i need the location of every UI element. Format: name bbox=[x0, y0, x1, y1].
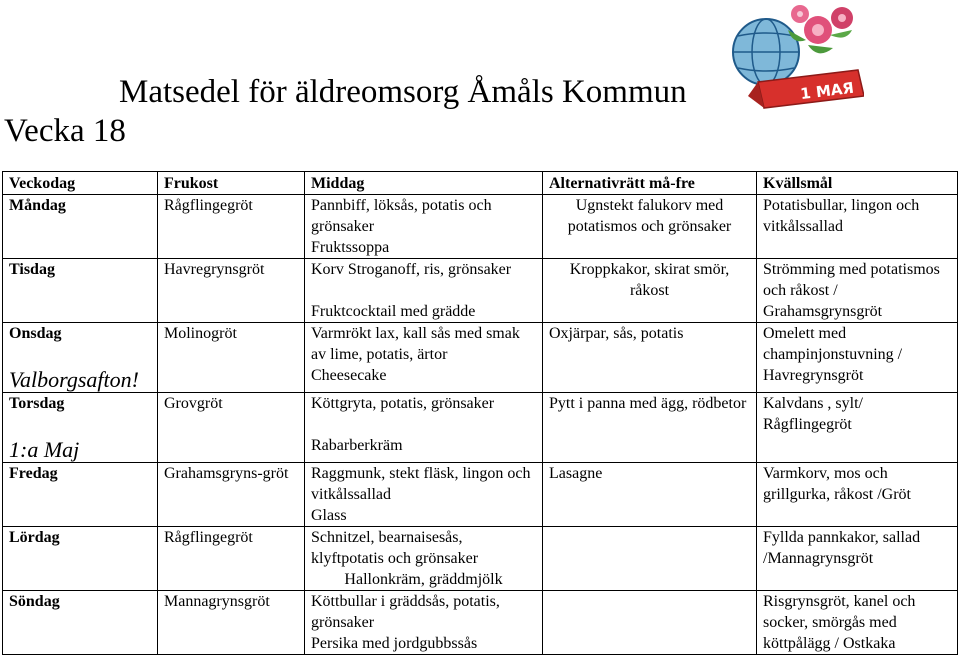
table-row bbox=[3, 463, 958, 527]
middag-dessert: Cheesecake bbox=[311, 367, 387, 384]
table-row bbox=[3, 323, 958, 393]
day-cell: Lördag bbox=[3, 527, 158, 591]
kvallsmal-cell: Omelett med champinjonstuvning / Havregrynsgröt bbox=[757, 323, 958, 393]
day-cell: Söndag bbox=[3, 591, 158, 655]
middag-main: Raggmunk, stekt fläsk, lingon och vitkålssallad bbox=[311, 465, 531, 503]
may-day-globe-flowers-logo bbox=[718, 0, 864, 112]
frukost-cell: Havregrynsgröt bbox=[158, 259, 305, 323]
column-header-veckodag: Veckodag bbox=[3, 172, 158, 195]
column-header-kvallsmal: Kvällsmål bbox=[757, 172, 958, 195]
alternativ-cell bbox=[543, 527, 757, 591]
middag-dessert: Persika med jordgubbssås bbox=[311, 635, 478, 652]
kvallsmal-cell: Fyllda pannkakor, sallad /Mannagrynsgröt bbox=[757, 527, 958, 591]
page-title: Matsedel för äldreomsorg Åmåls Kommun bbox=[119, 74, 687, 110]
table-row bbox=[3, 591, 958, 655]
frukost-cell: Molinogröt bbox=[158, 323, 305, 393]
frukost-cell: Rågflingegröt bbox=[158, 527, 305, 591]
day-cell: Tisdag bbox=[3, 259, 158, 323]
frukost-cell: Grovgröt bbox=[158, 393, 305, 463]
middag-cell bbox=[305, 463, 543, 527]
column-header-alternativratt: Alternativrätt må-fre bbox=[543, 172, 757, 195]
kvallsmal-cell: Varmkorv, mos och grillgurka, råkost /Gröt bbox=[757, 463, 958, 527]
middag-main: Schnitzel, bearnaisesås, klyftpotatis och grönsaker bbox=[311, 529, 479, 567]
kvallsmal-cell: Potatisbullar, lingon och vitkålssallad bbox=[757, 195, 958, 259]
kvallsmal-cell: Kalvdans , sylt/ Rågflingegröt bbox=[757, 393, 958, 463]
day-note: Valborgsafton! bbox=[9, 367, 139, 392]
frukost-cell: Mannagrynsgröt bbox=[158, 591, 305, 655]
kvallsmal-cell: Strömming med potatismos och råkost / Grahamsgrynsgröt bbox=[757, 259, 958, 323]
table-row bbox=[3, 259, 958, 323]
middag-dessert: Rabarberkräm bbox=[311, 437, 403, 454]
frukost-cell: Grahamsgryns-gröt bbox=[158, 463, 305, 527]
alternativ-cell: Oxjärpar, sås, potatis bbox=[543, 323, 757, 393]
table-row bbox=[3, 195, 958, 259]
middag-cell bbox=[305, 323, 543, 393]
middag-main: Köttgryta, potatis, grönsaker bbox=[311, 395, 495, 412]
middag-main: Varmrökt lax, kall sås med smak av lime, potatis, ärtor bbox=[311, 325, 520, 363]
alternativ-cell: Pytt i panna med ägg, rödbetor bbox=[543, 393, 757, 463]
day-cell: Måndag bbox=[3, 195, 158, 259]
alternativ-cell: Kroppkakor, skirat smör, råkost bbox=[543, 259, 757, 323]
table-header-row bbox=[3, 172, 958, 195]
middag-main: Köttbullar i gräddsås, potatis, grönsaker bbox=[311, 593, 500, 631]
middag-cell bbox=[305, 393, 543, 463]
menu-table bbox=[2, 171, 958, 655]
alternativ-cell: Lasagne bbox=[543, 463, 757, 527]
day-cell: Torsdag 1:a Maj bbox=[3, 393, 158, 463]
table-row bbox=[3, 393, 958, 463]
day-cell: Onsdag Valborgsafton! bbox=[3, 323, 158, 393]
middag-dessert: Fruktssoppa bbox=[311, 239, 390, 256]
column-header-middag: Middag bbox=[305, 172, 543, 195]
day-note: 1:a Maj bbox=[9, 437, 80, 462]
week-label: Vecka 18 bbox=[4, 113, 126, 149]
middag-cell bbox=[305, 591, 543, 655]
alternativ-cell bbox=[543, 591, 757, 655]
table-row bbox=[3, 527, 958, 591]
svg-text:1 МАЯ: 1 МАЯ bbox=[799, 78, 855, 104]
frukost-cell: Rågflingegröt bbox=[158, 195, 305, 259]
middag-cell bbox=[305, 259, 543, 323]
middag-main: Korv Stroganoff, ris, grönsaker bbox=[311, 261, 512, 278]
middag-main: Pannbiff, löksås, potatis och grönsaker bbox=[311, 197, 492, 235]
middag-dessert: Hallonkräm, gräddmjölk bbox=[344, 571, 503, 588]
middag-dessert: Glass bbox=[311, 507, 347, 524]
day-cell: Fredag bbox=[3, 463, 158, 527]
middag-dessert: Fruktcocktail med grädde bbox=[311, 303, 476, 320]
kvallsmal-cell: Risgrynsgröt, kanel och socker, smörgås med köttpålägg / Ostkaka bbox=[757, 591, 958, 655]
middag-cell bbox=[305, 195, 543, 259]
middag-cell bbox=[305, 527, 543, 591]
alternativ-cell: Ugnstekt falukorv med potatismos och grönsaker bbox=[543, 195, 757, 259]
column-header-frukost: Frukost bbox=[158, 172, 305, 195]
